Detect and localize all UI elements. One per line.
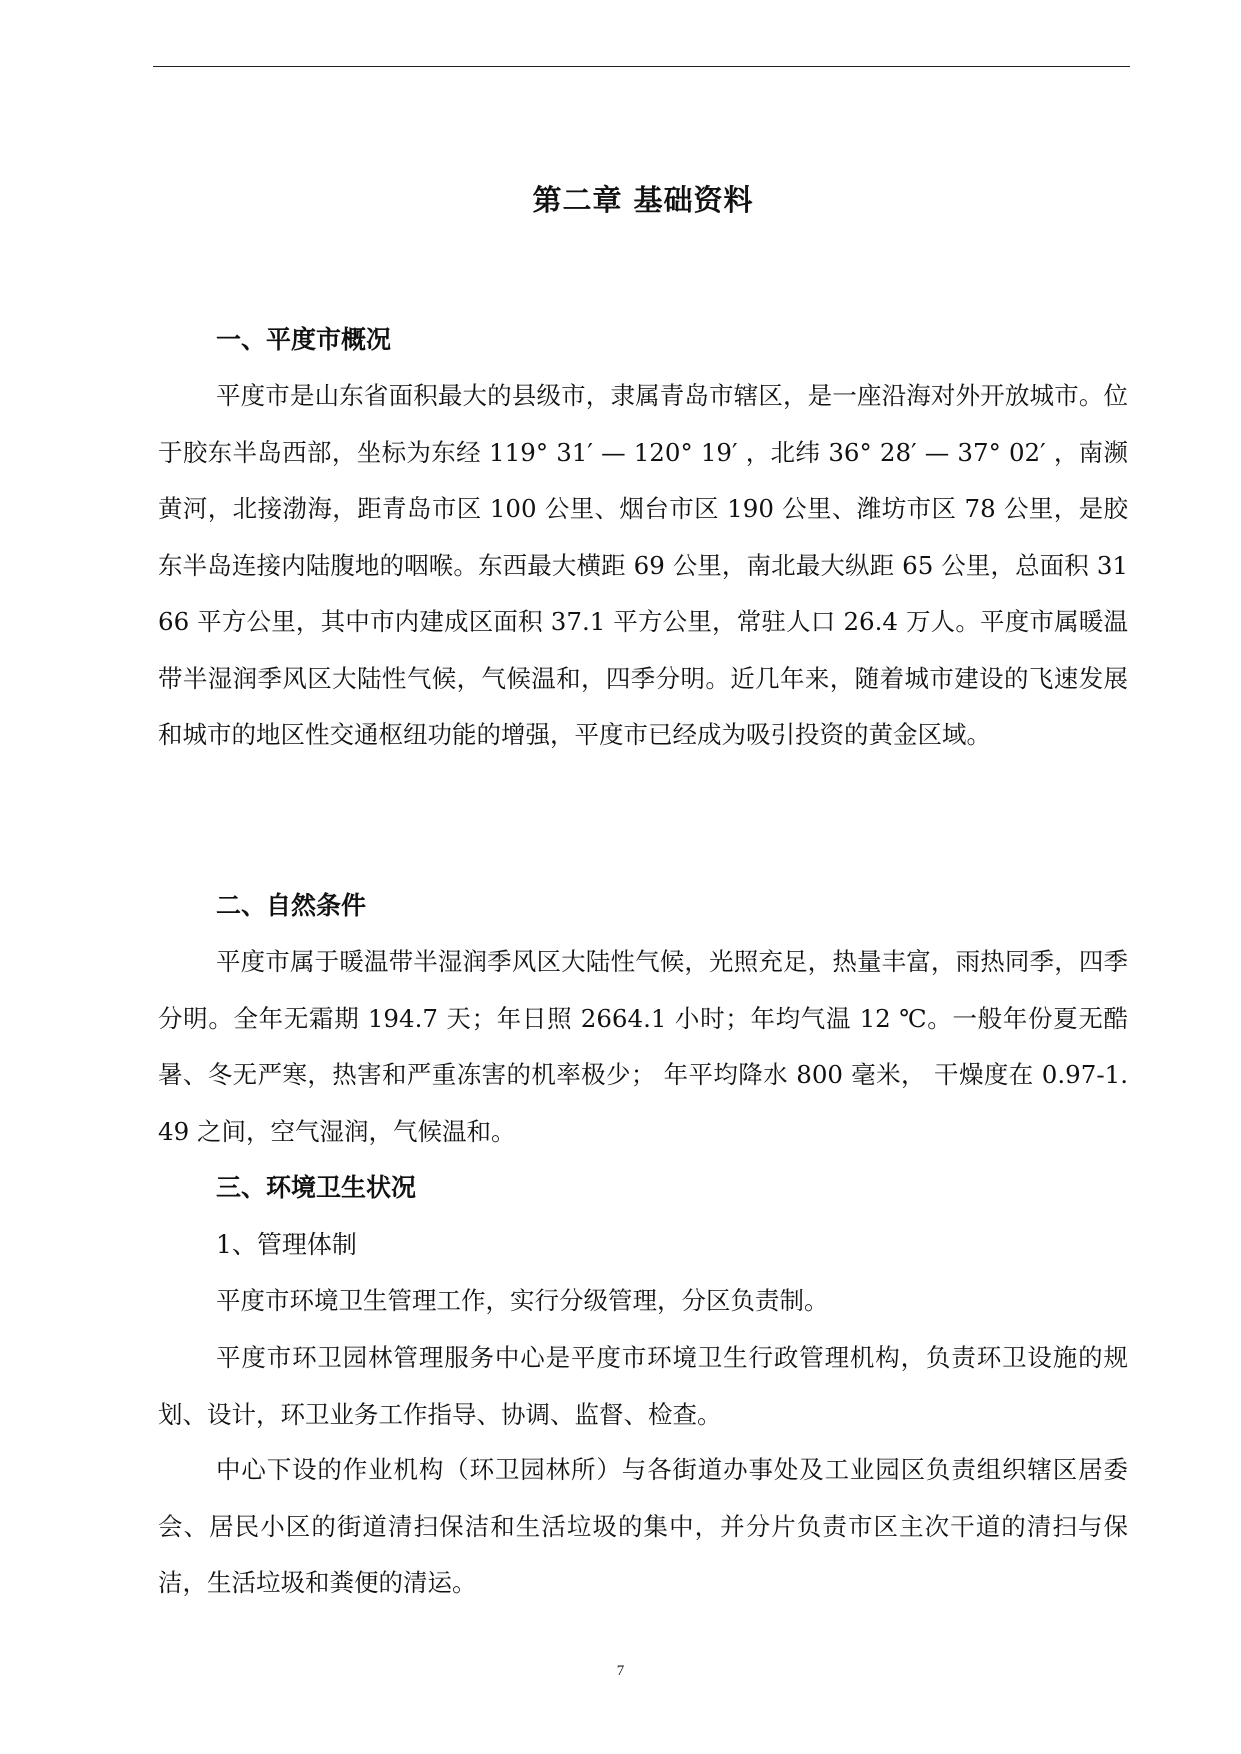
section-heading-overview: 一、平度市概况 — [216, 325, 392, 354]
subheading-management: 1、管理体制 — [216, 1230, 357, 1259]
section-heading-nature: 二、自然条件 — [216, 891, 367, 920]
paragraph-management-2: 平度市环卫园林管理服务中心是平度市环境卫生行政管理机构，负责环卫设施的规划、设计，环卫业务工作指导、协调、监督、检查。 — [158, 1343, 1128, 1429]
section-heading-sanitation: 三、环境卫生状况 — [216, 1173, 417, 1202]
paragraph-nature: 平度市属于暖温带半湿润季风区大陆性气候，光照充足，热量丰富，雨热同季，四季分明。全年无霜期 194.7 天；年日照 2664.1 小时；年均气温 12 ℃。一般年份夏无酷暑、冬无严寒，热害和严重冻害的机率极少； 年平均降水 800 毫米， 干燥度在 0.97-1.49 之间，空气湿润，气候温和。 — [158, 947, 1128, 1146]
chapter-title: 第二章 基础资料 — [532, 183, 754, 217]
header-rule — [153, 66, 1130, 67]
page-number: 7 — [616, 1663, 625, 1679]
paragraph-management-3: 中心下设的作业机构（环卫园林所）与各街道办事处及工业园区负责组织辖区居委会、居民小区的街道清扫保洁和生活垃圾的集中，并分片负责市区主次干道的清扫与保洁，生活垃圾和粪便的清运。 — [158, 1455, 1128, 1597]
paragraph-management-1: 平度市环境卫生管理工作，实行分级管理，分区负责制。 — [216, 1286, 829, 1315]
paragraph-overview: 平度市是山东省面积最大的县级市，隶属青岛市辖区，是一座沿海对外开放城市。位于胶东半岛西部，坐标为东经 119° 31′ — 120° 19′ ，北纬 36° 28′ — 37° 02′ ，南濒黄河，北接渤海，距青岛市区 100 公里、烟台市区 190 公里、潍坊市区 78 公里，是胶东半岛连接内陆腹地的咽喉。东西最大横距 69 公里，南北最大纵距 65 公里，总面积 3166 平方公里，其中市内建成区面积 37.1 平方公里，常驻人口 26.4 万人。平度市属暖温带半湿润季风区大陆性气候，气候温和，四季分明。近几年来，随着城市建设的飞速发展和城市的地区性交通枢纽功能的增强，平度市已经成为吸引投资的黄金区域。 — [158, 381, 1128, 749]
